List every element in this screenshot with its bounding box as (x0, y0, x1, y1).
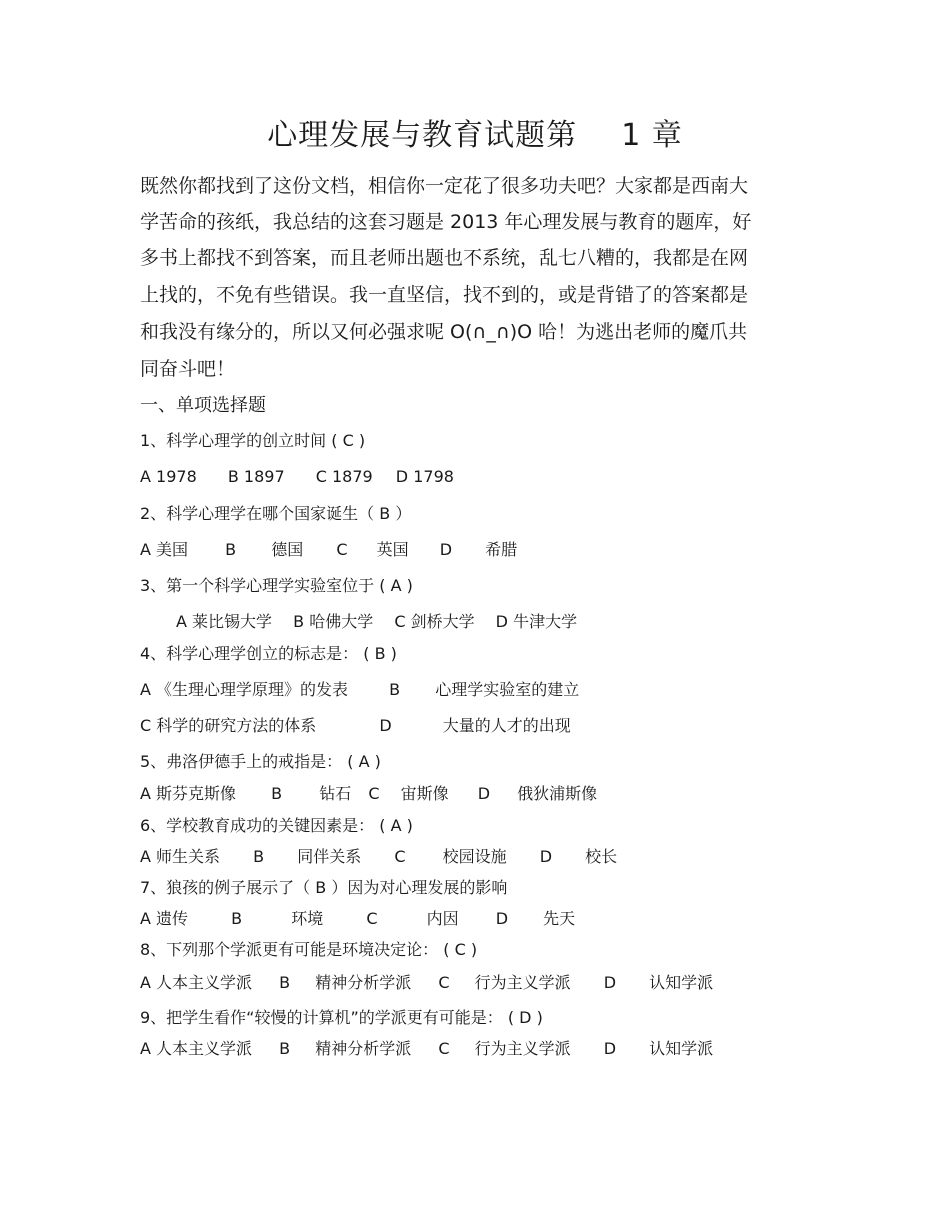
intro-line: 和我没有缘分的，所以又何必强求呢 O(∩_∩)O 哈！为逃出老师的魔爪共 (140, 321, 748, 343)
option-letter: C (366, 909, 378, 928)
option: A 1978 (140, 467, 197, 486)
option-letter: B (389, 680, 401, 699)
option-letter: D (603, 1039, 617, 1058)
option-letter: B (231, 909, 243, 928)
option: 精神分析学派 (315, 973, 412, 992)
question: 9、把学生看作“较慢的计算机”的学派更有可能是： ( D ) (140, 1008, 543, 1027)
option: D 1798 (395, 467, 454, 486)
option-letter: D (539, 847, 553, 866)
question: 7、狼孩的例子展示了（ B ）因为对心理发展的影响 (140, 878, 508, 897)
intro-line: 上找的，不免有些错误。我一直坚信，找不到的，或是背错了的答案都是 (140, 284, 749, 306)
option-letter: C (368, 784, 380, 803)
question: 3、第一个科学心理学实验室位于 ( A ) (140, 576, 413, 595)
option: A 遗传 (140, 909, 189, 928)
options-row (140, 539, 517, 561)
option-letter: D (477, 784, 491, 803)
options-row (140, 783, 597, 805)
options-row (140, 908, 575, 930)
option: 同伴关系 (297, 847, 362, 866)
option: A 人本主义学派 (140, 1039, 253, 1058)
option: B 哈佛大学 (293, 612, 374, 631)
options-row (140, 679, 579, 701)
option: 内因 (426, 909, 459, 928)
question: 6、学校教育成功的关键因素是： ( A ) (140, 816, 413, 835)
question: 5、弗洛伊德手上的戒指是： ( A ) (140, 752, 381, 771)
title-chapter: 1 章 (621, 118, 683, 153)
options-row (140, 466, 454, 488)
option: 行为主义学派 (474, 1039, 571, 1058)
option-letter: B (271, 784, 283, 803)
question: 8、下列那个学派更有可能是环境决定论： ( C ) (140, 940, 478, 959)
options-row (140, 1038, 713, 1060)
option-letter: D (603, 973, 617, 992)
option-letter: B (253, 847, 265, 866)
options-row (140, 972, 713, 994)
option: A 美国 (140, 540, 189, 559)
option-letter: C (438, 973, 450, 992)
question: 2、科学心理学在哪个国家诞生（ B ） (140, 504, 412, 523)
option: C 科学的研究方法的体系 (140, 716, 317, 735)
question: 1、科学心理学的创立时间 ( C ) (140, 431, 366, 450)
option-letter: C (394, 847, 406, 866)
option-letter: B (225, 540, 237, 559)
option: A 莱比锡大学 (176, 612, 273, 631)
intro-line: 同奋斗吧！ (140, 358, 236, 380)
option: 认知学派 (649, 1039, 714, 1058)
options-row (140, 715, 571, 737)
option: A 斯芬克斯像 (140, 784, 237, 803)
option: 宙斯像 (400, 784, 449, 803)
page-title (0, 116, 950, 156)
option-letter: B (279, 973, 291, 992)
option-letter: C (336, 540, 348, 559)
option: C 1879 (315, 467, 373, 486)
option-letter: D (379, 716, 392, 735)
question: 4、科学心理学创立的标志是： ( B ) (140, 644, 397, 663)
option: 心理学实验室的建立 (435, 680, 580, 699)
option-letter: C (438, 1039, 450, 1058)
option: A 《生理心理学原理》的发表 (140, 680, 349, 699)
option: D 牛津大学 (495, 612, 578, 631)
options-row (176, 611, 577, 633)
option: 大量的人才的出现 (442, 716, 571, 735)
option-letter: B (279, 1039, 291, 1058)
option: A 师生关系 (140, 847, 221, 866)
option-letter: D (495, 909, 509, 928)
option: 校园设施 (442, 847, 507, 866)
intro-line: 多书上都找不到答案，而且老师出题也不系统，乱七八糟的，我都是在网 (140, 247, 749, 269)
option: 行为主义学派 (474, 973, 571, 992)
title-main: 心理发展与教育试题第 (267, 118, 578, 153)
option-letter: D (439, 540, 453, 559)
option: 俄狄浦斯像 (517, 784, 598, 803)
option: C 剑桥大学 (394, 612, 475, 631)
option: 认知学派 (649, 973, 714, 992)
section-heading: 一、单项选择题 (140, 395, 266, 416)
intro-line: 既然你都找到了这份文档，相信你一定花了很多功夫吧？大家都是西南大 (140, 175, 749, 197)
option: 校长 (585, 847, 618, 866)
option: 精神分析学派 (315, 1039, 412, 1058)
option: A 人本主义学派 (140, 973, 253, 992)
option: 环境 (291, 909, 324, 928)
option: 英国 (376, 540, 409, 559)
option: 先天 (543, 909, 576, 928)
option: 钻石 (319, 784, 352, 803)
option: 希腊 (485, 540, 518, 559)
option: B 1897 (227, 467, 285, 486)
options-row (140, 846, 617, 868)
option: 德国 (271, 540, 304, 559)
intro-line: 学苦命的孩纸，我总结的这套习题是 2013 年心理发展与教育的题库，好 (140, 211, 752, 233)
